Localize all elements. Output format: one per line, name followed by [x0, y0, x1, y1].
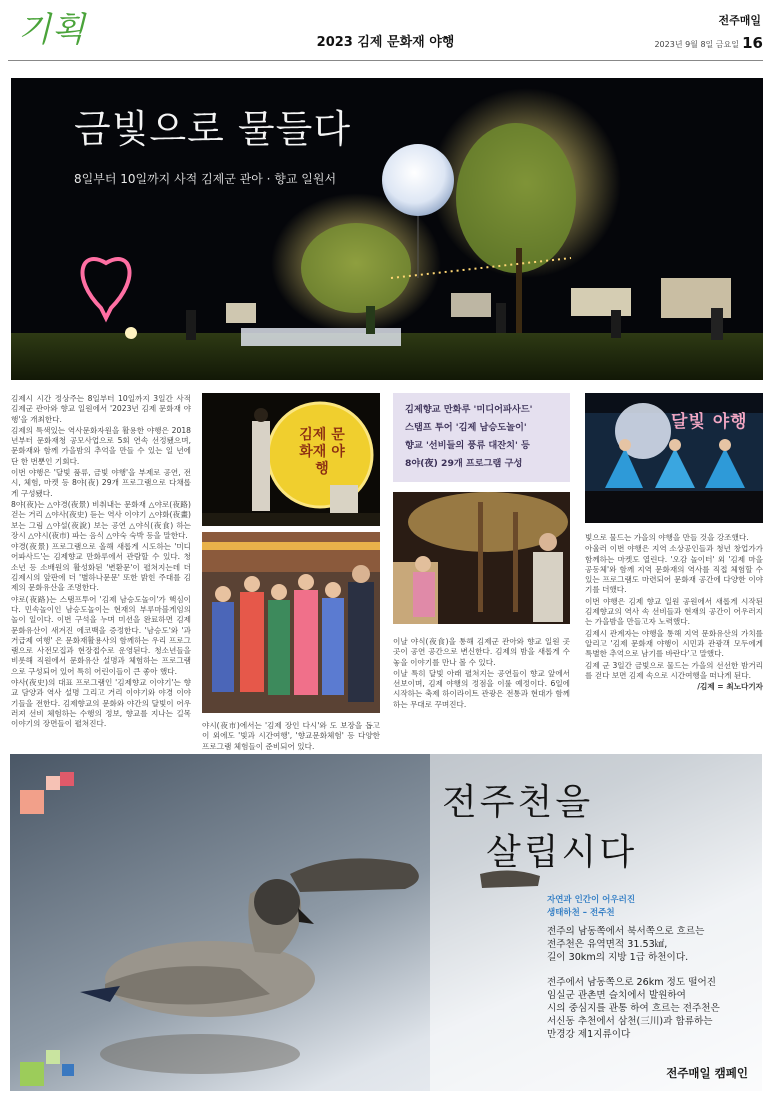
article-column-3 — [393, 637, 570, 743]
ad-body-line: 전주에서 남동쪽으로 26km 정도 떨어진 — [547, 977, 717, 988]
article-paragraph: 이날 야식(夜食)을 통해 김제군 관아와 향교 일원 곳곳이 공연 공간으로 변신한다. 김제의 밤을 새롭게 수놓을 이야기를 만나 볼 수 있다. — [393, 637, 570, 667]
article-paragraph: 야경(夜景) 프로그램으로 올해 새롭게 시도하는 '미디어파사드'는 김제향교 만화루에서 관람할 수 있다. 청소년 등 소배원의 활성화된 '변환문'이 펼쳐지는데 더 김제시의 앞판에 더 '별하나문문' 또한 밝힌 주대를 김제의 문화유산을 조명한다. — [11, 542, 191, 593]
header-divider — [8, 60, 763, 61]
issue-date: 2023년 9월 8일 금요일 — [654, 40, 739, 49]
article-paragraph: 야사(夜史)의 대표 프로그램인 '김제향교 이야기'는 향교 담양과 역사 설명 그리고 거리 이야기와 야경 이야기들을 전한다. 김제향교의 문화와 야간의 달빛이 어우러져 선비 체험하는 수행의 정보, 향교를 지나는 길목 이야기의 장면들이 펼쳐진다. — [11, 678, 191, 729]
article-paragraph: 이날 특히 달빛 아래 펼쳐지는 공연들이 향교 앞에서 선보이며, 김제 야행의 정점을 이룰 예정이다. 6일에 시작하는 축제 하이라이트 관광은 전통과 현대가 함께하는 무대로 꾸며진다. — [393, 668, 570, 709]
article-paragraph: 이번 야행은 김제 향교 일원 공원에서 새롭게 시작된 김제향교의 역사 속 선비들과 현재의 공간이 어우러지는 가을밤을 만들고자 노력했다. — [585, 596, 763, 627]
article-paragraph: 김제의 특색있는 역사문화자원을 활용한 야행은 2018년부터 문화재청 공모사업으로 5회 연속 선정됐으며, 문화재와 함께 가을밤의 추억을 만들 수 있는 일 년에 단 한 번뿐인 기회다. — [11, 425, 191, 466]
children-costume-photo — [202, 532, 380, 713]
ad-tagline: 자연과 인간이 어우러진 — [547, 895, 636, 905]
hero-subheadline: 8일부터 10일까지 사적 김제군 관아 · 향교 일원서 — [74, 172, 337, 186]
article-column-1 — [11, 394, 191, 742]
highlights-box — [393, 393, 570, 482]
article-column-4 — [585, 533, 763, 743]
highlight-line: 스탬프 투어 '김제 남승도놀이' — [405, 422, 527, 433]
lantern-lettering: 김제 문화재 야행 — [299, 427, 345, 477]
highlight-line: 8야(夜) 29개 프로그램 구성 — [405, 458, 523, 469]
article-paragraph: 빛으로 물드는 가을의 야행을 만들 것을 강조했다. — [585, 533, 749, 542]
ad-body-line: 서신동 추천에서 삼천(三川)과 합류하는 — [547, 1016, 713, 1027]
newspaper-name: 전주매일 — [718, 14, 761, 27]
highlight-line: 김제향교 만화루 '미디어파사드' — [405, 404, 533, 415]
article-paragraph: 야시(夜市)에서는 '김제 장인 다시'와 도 보장을 돕고 이 외에도 '빛과 시간여행', '향교문화체험' 등 다양한 프로그램 체험들이 준비되어 있다. — [202, 721, 380, 751]
campaign-ad — [10, 754, 762, 1091]
section-label: 기획 — [18, 10, 86, 50]
ad-body-line: 전주의 남동쪽에서 북서쪽으로 흐르는 — [547, 926, 705, 937]
article-paragraph: 이번 야행은 '달빛 품류, 금빛 야행'을 부제로 공연, 전시, 체험, 마켓 등 8야(夜) 29개 프로그램으로 다채롭게 구성됐다. — [11, 468, 191, 498]
article-paragraph: 김제시 시간 정상주는 8일부터 10일까지 3일간 사적 김제군 관아와 향교 일원에서 '2023년 김제 문화재 야행'을 개최한다. — [11, 394, 191, 424]
page-number: 16 — [742, 34, 763, 52]
ad-body-line: 전주천은 유역면적 31.53㎢, — [547, 939, 668, 950]
ad-headline-line2: 살립시다 — [486, 832, 638, 873]
ad-body-line: 임실군 관촌면 슬치에서 발원하여 — [547, 990, 686, 1001]
ad-body-paragraph — [547, 925, 757, 964]
hero-headline: 금빛으로 물들다 — [74, 107, 352, 151]
stage-screen-text: 달빛 야행 — [671, 412, 748, 432]
ad-tagline: 생태하천 – 전주천 — [547, 908, 615, 918]
hero-photo — [11, 78, 763, 380]
ad-campaign-label: 전주매일 캠페인 — [666, 1066, 748, 1080]
ad-headline-line1: 전주천을 — [442, 782, 594, 823]
article-paragraph: 야로(夜路)는 스탬프투어 '김제 남승도놀이'가 핵심이다. 민속놀이인 남승도놀이는 현재의 부루마블게임의 놀이 일이다. 이번 구석을 누며 미션을 완료하면 김제 문화유산이 새겨진 에코백을 증정한다. '남승도'와 '과거급제 여행' 은 문화재활용사의 함께하는 우리 프로그램으로 사전모집과 현장접수로 운영된다. 청소년들을 비롯해 직원에서 문화유산 설명과 체험하는 프로그램으로 구성되어 있어 특히 어린이들이 큰 좋아 했다. — [11, 594, 191, 676]
byline: /김제 = 최노다기자 — [697, 682, 763, 692]
moon-lantern-photo — [202, 393, 380, 526]
article-paragraph: 김제 군 3일간 금빛으로 물드는 가을의 선선한 밤거리를 걷다 보면 김제 속으로 시간여행을 떠나게 된다. — [585, 660, 763, 680]
ad-body-line: 길이 30km의 지방 1급 하천이다. — [547, 952, 689, 963]
highlight-line: 향교 '선비들의 풍류 대잔치' 등 — [405, 440, 530, 451]
ad-body-paragraph — [547, 976, 757, 1041]
ad-body-line: 시의 중심지를 관통 하여 흐르는 전주천은 — [547, 1003, 720, 1014]
page-title: 2023 김제 문화재 야행 — [316, 35, 455, 50]
article-paragraph: 8야(夜)는 △야경(夜景) 비춰내는 문화재 △야로(夜路) 걷는 거리 △야사(夜史) 듣는 역사 이야기 △야화(夜畫) 보는 그림 △야설(夜說) 보는 공연 △야식(夜食) 하는 장시 △야시(夜市) 파는 음식 △야숙 숙박 등을 말한다. — [11, 499, 191, 540]
ad-body-line: 만경강 제1지류이다 — [547, 1029, 631, 1040]
stage-performance-photo — [585, 393, 763, 523]
article-paragraph: 아울러 이번 야행은 지역 소상공인들과 청년 창업가가 함께하는 마켓도 열린다. '오감 놀이터' 외 '김제 마을 공동체'와 함께 지역 문화재의 역사를 직접 체험할 수 있는 프로그램도 마련되어 문화재 공간에 다양한 이야기를 더했다. — [585, 544, 763, 595]
night-market-photo — [393, 492, 570, 624]
article-paragraph: 김제시 관계자는 야행을 통해 지역 문화유산의 가치를 알리고 '김제 문화재 야행이 시민과 관광객 모두에게 특별한 추억으로 남기를 바란다'고 말했다. — [585, 628, 763, 659]
article-column-2 — [202, 721, 380, 751]
